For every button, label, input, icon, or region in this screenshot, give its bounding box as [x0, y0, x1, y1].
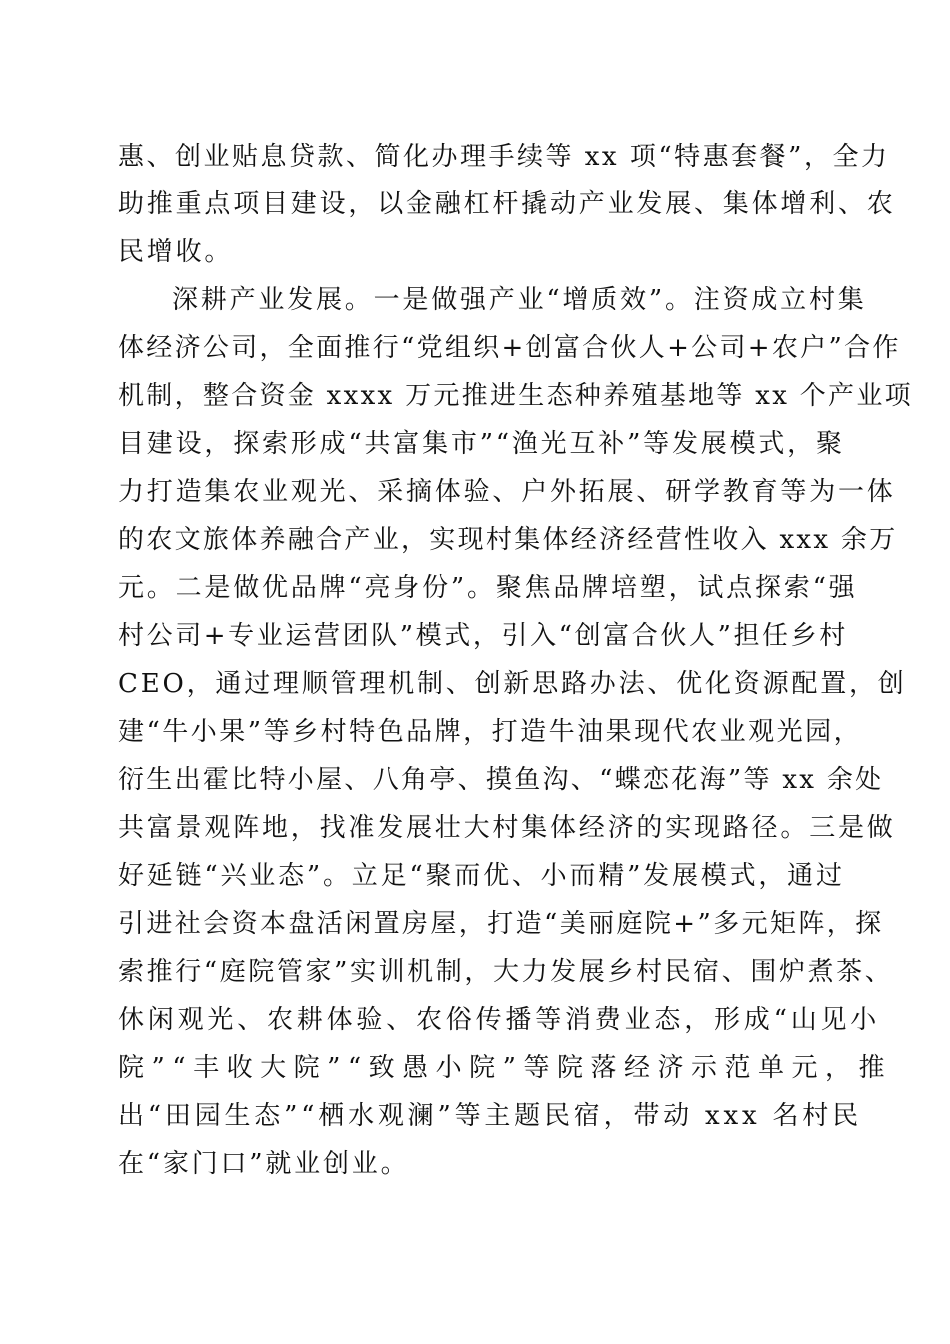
text-line: 民增收。: [118, 237, 234, 267]
text-line: 在“家门口”就业创业。: [118, 1149, 410, 1179]
text-line: 引进社会资本盘活闲置房屋，打造“美丽庭院+”多元矩阵，探: [118, 909, 884, 939]
text-line: 出“田园生态”“栖水观澜”等主题民宿，带动 xxx 名村民: [118, 1101, 862, 1131]
text-line: 助推重点项目建设，以金融杠杆撬动产业发展、集体增利、农: [118, 189, 896, 219]
text-line: 力打造集农业观光、采摘体验、户外拓展、研学教育等为一体: [118, 477, 896, 507]
text-line: 机制，整合资金 xxxx 万元推进生态种养殖基地等 xx 个产业项: [118, 381, 913, 411]
text-line: 共富景观阵地，找准发展壮大村集体经济的实现路径。三是做: [118, 813, 896, 843]
text-line: 好延链“兴业态”。立足“聚而优、小而精”发展模式，通过: [118, 861, 845, 891]
text-line: 惠、创业贴息贷款、简化办理手续等 xx 项“特惠套餐”，全力: [118, 142, 890, 172]
text-line: 的农文旅体养融合产业，实现村集体经济经营性收入 xxx 余万: [118, 525, 898, 555]
text-line: CEO，通过理顺管理机制、创新思路办法、优化资源配置，创: [118, 669, 907, 699]
text-line: 索推行“庭院管家”实训机制，大力发展乡村民宿、围炉煮茶、: [118, 957, 894, 987]
text-line: 院”“丰收大院”“致愚小院”等院落经济示范单元，推: [118, 1053, 892, 1083]
text-line: 深耕产业发展。一是做强产业“增质效”。注资成立村集: [172, 285, 867, 315]
text-line: 元。二是做优品牌“亮身份”。聚焦品牌培塑，试点探索“强: [118, 573, 858, 603]
text-line: 目建设，探索形成“共富集市”“渔光互补”等发展模式，聚: [118, 429, 845, 459]
text-line: 村公司+专业运营团队”模式，引入“创富合伙人”担任乡村: [118, 621, 848, 651]
text-line: 休闲观光、农耕体验、农俗传播等消费业态，形成“山见小: [118, 1005, 881, 1035]
text-line: 体经济公司，全面推行“党组织+创富合伙人+公司+农户”合作: [118, 333, 901, 363]
text-line: 衍生出霍比特小屋、八角亭、摸鱼沟、“蝶恋花海”等 xx 余处: [118, 765, 884, 795]
text-line: 建“牛小果”等乡村特色品牌，打造牛油果现代农业观光园，: [118, 717, 863, 747]
